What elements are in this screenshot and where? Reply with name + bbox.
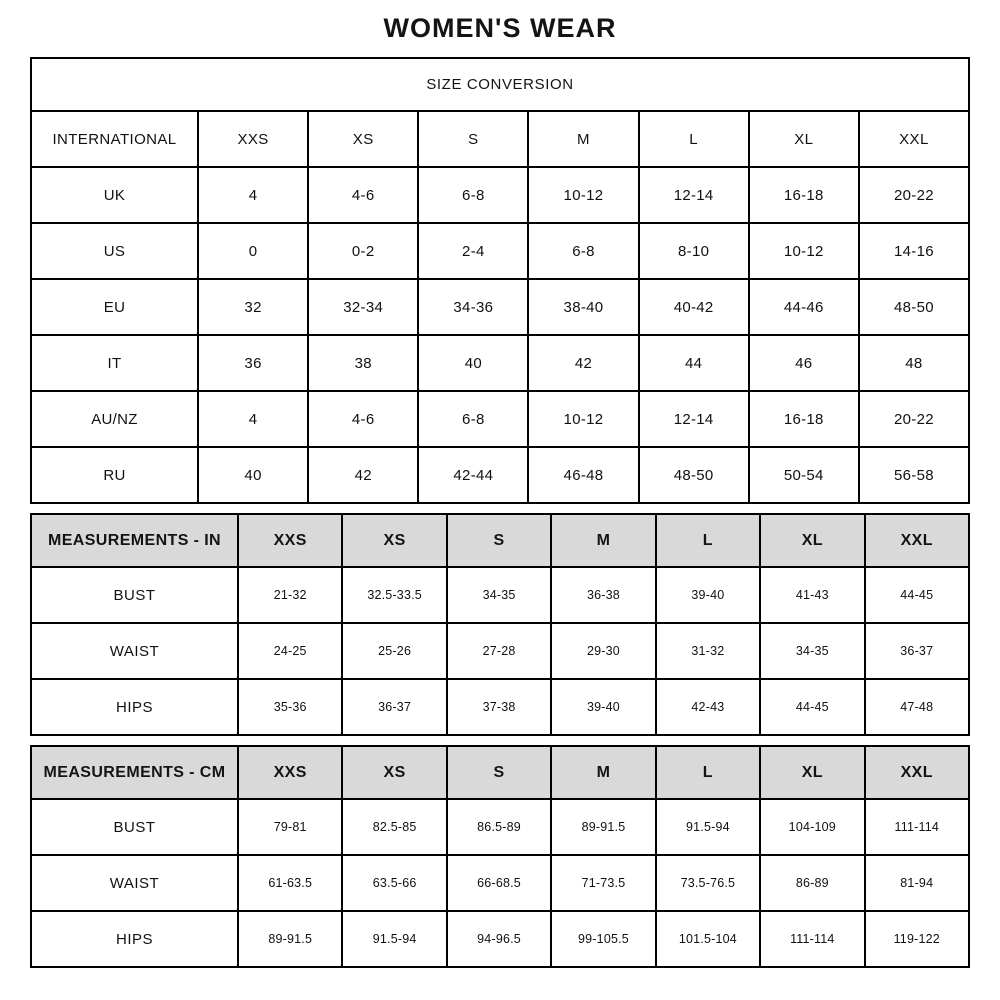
table-banner-row	[31, 58, 969, 111]
column-header-row	[31, 111, 969, 167]
size-column-header: XXS	[198, 111, 308, 167]
cell-value: 99-105.5	[551, 911, 655, 967]
cell-value: 24-25	[238, 623, 342, 679]
cell-value: 12-14	[639, 391, 749, 447]
size-column-header: M	[551, 746, 655, 799]
row-label: IT	[31, 335, 198, 391]
column-header-row	[31, 746, 969, 799]
cell-value: 48-50	[859, 279, 969, 335]
cell-value: 44-45	[865, 567, 969, 623]
table-row	[31, 391, 969, 447]
table-row	[31, 623, 969, 679]
cell-value: 38-40	[528, 279, 638, 335]
size-column-header: M	[551, 514, 655, 567]
row-label: HIPS	[31, 911, 238, 967]
size-column-header: XS	[342, 514, 446, 567]
cell-value: 4	[198, 391, 308, 447]
cell-value: 25-26	[342, 623, 446, 679]
row-label: WAIST	[31, 623, 238, 679]
row-label: EU	[31, 279, 198, 335]
cell-value: 34-35	[760, 623, 864, 679]
cell-value: 12-14	[639, 167, 749, 223]
cell-value: 42	[528, 335, 638, 391]
measurements-cm-table	[30, 745, 970, 968]
page-title: WOMEN'S WEAR	[383, 13, 617, 43]
cell-value: 61-63.5	[238, 855, 342, 911]
row-label: BUST	[31, 799, 238, 855]
cell-value: 32-34	[308, 279, 418, 335]
table-row	[31, 279, 969, 335]
cell-value: 73.5-76.5	[656, 855, 760, 911]
cell-value: 44	[639, 335, 749, 391]
cell-value: 16-18	[749, 391, 859, 447]
size-column-header: XXL	[865, 746, 969, 799]
cell-value: 44-45	[760, 679, 864, 735]
cell-value: 21-32	[238, 567, 342, 623]
size-column-header: XXS	[238, 514, 342, 567]
cell-value: 31-32	[656, 623, 760, 679]
cell-value: 119-122	[865, 911, 969, 967]
table-label-header: MEASUREMENTS - IN	[31, 514, 238, 567]
cell-value: 40	[198, 447, 308, 503]
cell-value: 27-28	[447, 623, 551, 679]
cell-value: 50-54	[749, 447, 859, 503]
size-column-header: XL	[760, 746, 864, 799]
size-conversion-table	[30, 57, 970, 504]
cell-value: 111-114	[865, 799, 969, 855]
size-column-header: L	[656, 514, 760, 567]
size-column-header: S	[447, 746, 551, 799]
table-row	[31, 335, 969, 391]
cell-value: 6-8	[528, 223, 638, 279]
cell-value: 8-10	[639, 223, 749, 279]
size-column-header: XXL	[865, 514, 969, 567]
row-label: UK	[31, 167, 198, 223]
cell-value: 36-38	[551, 567, 655, 623]
size-column-header: XXL	[859, 111, 969, 167]
cell-value: 29-30	[551, 623, 655, 679]
row-label: HIPS	[31, 679, 238, 735]
table-label-header: MEASUREMENTS - CM	[31, 746, 238, 799]
cell-value: 42-44	[418, 447, 528, 503]
size-column-header: S	[418, 111, 528, 167]
cell-value: 10-12	[749, 223, 859, 279]
cell-value: 89-91.5	[238, 911, 342, 967]
row-label: AU/NZ	[31, 391, 198, 447]
cell-value: 48-50	[639, 447, 749, 503]
cell-value: 89-91.5	[551, 799, 655, 855]
size-column-header: S	[447, 514, 551, 567]
cell-value: 47-48	[865, 679, 969, 735]
table-row	[31, 855, 969, 911]
cell-value: 32.5-33.5	[342, 567, 446, 623]
cell-value: 10-12	[528, 167, 638, 223]
cell-value: 86-89	[760, 855, 864, 911]
cell-value: 63.5-66	[342, 855, 446, 911]
cell-value: 16-18	[749, 167, 859, 223]
cell-value: 6-8	[418, 167, 528, 223]
cell-value: 86.5-89	[447, 799, 551, 855]
size-column-header: XS	[342, 746, 446, 799]
measurements-in-table	[30, 513, 970, 736]
cell-value: 56-58	[859, 447, 969, 503]
table-row	[31, 567, 969, 623]
row-label: US	[31, 223, 198, 279]
size-column-header: XXS	[238, 746, 342, 799]
table-label-header: INTERNATIONAL	[31, 111, 198, 167]
cell-value: 81-94	[865, 855, 969, 911]
cell-value: 79-81	[238, 799, 342, 855]
cell-value: 34-35	[447, 567, 551, 623]
cell-value: 0-2	[308, 223, 418, 279]
cell-value: 40	[418, 335, 528, 391]
cell-value: 42	[308, 447, 418, 503]
cell-value: 20-22	[859, 167, 969, 223]
cell-value: 46-48	[528, 447, 638, 503]
cell-value: 4	[198, 167, 308, 223]
size-column-header: M	[528, 111, 638, 167]
cell-value: 91.5-94	[656, 799, 760, 855]
table-row	[31, 167, 969, 223]
cell-value: 44-46	[749, 279, 859, 335]
cell-value: 36-37	[342, 679, 446, 735]
cell-value: 4-6	[308, 391, 418, 447]
row-label: WAIST	[31, 855, 238, 911]
cell-value: 39-40	[656, 567, 760, 623]
cell-value: 91.5-94	[342, 911, 446, 967]
cell-value: 34-36	[418, 279, 528, 335]
table-row	[31, 911, 969, 967]
cell-value: 66-68.5	[447, 855, 551, 911]
column-header-row	[31, 514, 969, 567]
cell-value: 2-4	[418, 223, 528, 279]
cell-value: 46	[749, 335, 859, 391]
table-row	[31, 223, 969, 279]
cell-value: 36-37	[865, 623, 969, 679]
cell-value: 104-109	[760, 799, 864, 855]
cell-value: 35-36	[238, 679, 342, 735]
cell-value: 32	[198, 279, 308, 335]
cell-value: 20-22	[859, 391, 969, 447]
size-column-header: XL	[749, 111, 859, 167]
cell-value: 39-40	[551, 679, 655, 735]
table-row	[31, 447, 969, 503]
cell-value: 6-8	[418, 391, 528, 447]
cell-value: 0	[198, 223, 308, 279]
cell-value: 101.5-104	[656, 911, 760, 967]
cell-value: 111-114	[760, 911, 864, 967]
cell-value: 48	[859, 335, 969, 391]
cell-value: 71-73.5	[551, 855, 655, 911]
cell-value: 36	[198, 335, 308, 391]
cell-value: 82.5-85	[342, 799, 446, 855]
cell-value: 40-42	[639, 279, 749, 335]
table-banner-title: SIZE CONVERSION	[31, 58, 969, 111]
cell-value: 14-16	[859, 223, 969, 279]
row-label: BUST	[31, 567, 238, 623]
cell-value: 10-12	[528, 391, 638, 447]
size-column-header: L	[656, 746, 760, 799]
size-column-header: XL	[760, 514, 864, 567]
size-column-header: XS	[308, 111, 418, 167]
table-row	[31, 799, 969, 855]
cell-value: 38	[308, 335, 418, 391]
cell-value: 37-38	[447, 679, 551, 735]
row-label: RU	[31, 447, 198, 503]
cell-value: 94-96.5	[447, 911, 551, 967]
cell-value: 41-43	[760, 567, 864, 623]
cell-value: 4-6	[308, 167, 418, 223]
cell-value: 42-43	[656, 679, 760, 735]
size-column-header: L	[639, 111, 749, 167]
table-row	[31, 679, 969, 735]
